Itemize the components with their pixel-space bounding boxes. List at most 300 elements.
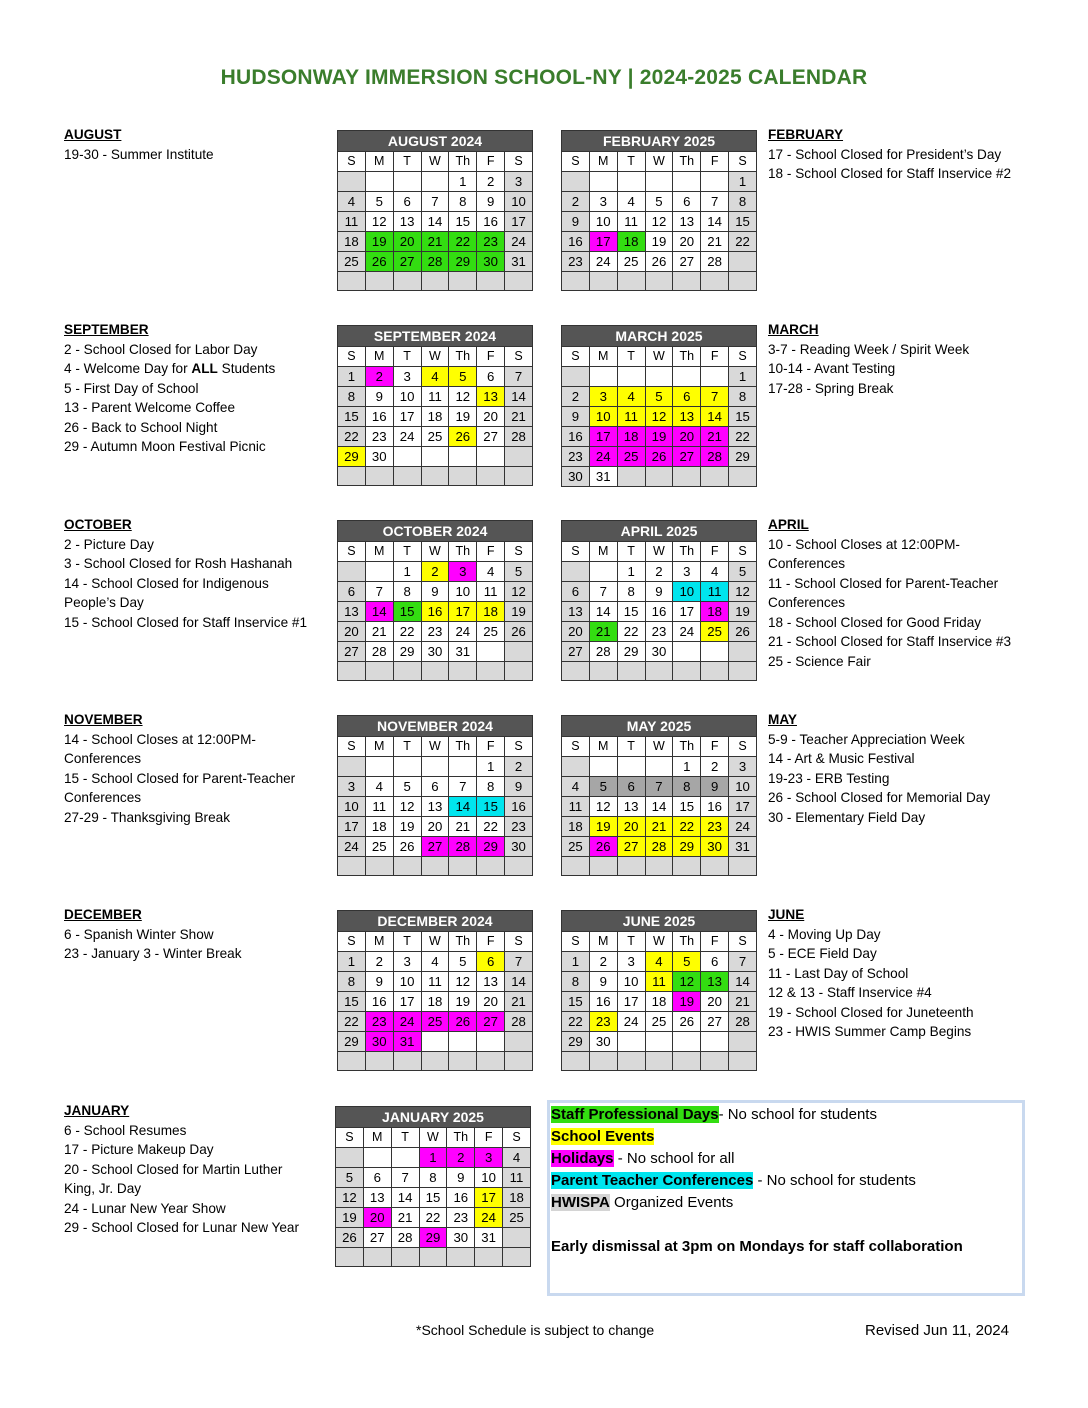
day-cell: 27 xyxy=(393,252,421,272)
day-cell xyxy=(449,1032,477,1052)
day-cell: 23 xyxy=(645,622,673,642)
day-cell: 22 xyxy=(338,427,366,447)
day-cell xyxy=(673,1052,701,1071)
weekday-label: T xyxy=(617,542,645,562)
week-row xyxy=(338,817,533,837)
day-cell: 9 xyxy=(562,407,590,427)
day-cell: 11 xyxy=(421,972,449,992)
day-cell: 14 xyxy=(391,1188,419,1208)
day-cell: 2 xyxy=(562,387,590,407)
day-cell: 4 xyxy=(421,367,449,387)
day-cell: 3 xyxy=(393,952,421,972)
day-cell: 7 xyxy=(421,192,449,212)
day-cell: 13 xyxy=(477,972,505,992)
day-cell: 15 xyxy=(338,992,366,1012)
week-row xyxy=(562,172,757,192)
day-cell: 20 xyxy=(673,427,701,447)
day-cell: 21 xyxy=(365,622,393,642)
week-row xyxy=(562,837,757,857)
week-row xyxy=(562,972,757,992)
notes-line: 2 - School Closed for Labor Day xyxy=(64,341,258,357)
day-cell: 30 xyxy=(421,642,449,662)
day-cell: 19 xyxy=(589,817,617,837)
day-cell: 12 xyxy=(673,972,701,992)
day-cell xyxy=(449,662,477,681)
week-row xyxy=(336,1188,531,1208)
day-cell: 21 xyxy=(645,817,673,837)
day-cell xyxy=(365,857,393,876)
day-cell: 28 xyxy=(645,837,673,857)
day-cell: 20 xyxy=(673,232,701,252)
weekday-label: W xyxy=(645,932,673,952)
notes-line: 18 - School Closed for Staff Inservice #2 xyxy=(768,166,1012,181)
day-cell xyxy=(617,172,645,192)
weekday-label: W xyxy=(645,152,673,172)
day-cell: 4 xyxy=(701,562,729,582)
day-cell: 28 xyxy=(505,427,533,447)
legend-ptc xyxy=(551,1170,1022,1192)
day-cell: 19 xyxy=(645,232,673,252)
day-cell: 20 xyxy=(617,817,645,837)
day-cell xyxy=(477,447,505,467)
month-title: JANUARY 2025 xyxy=(336,1107,531,1128)
legend-holidays-text: - No school for all xyxy=(613,1150,735,1167)
day-cell: 1 xyxy=(673,757,701,777)
notes-line: 26 - School Closed for Memorial Day xyxy=(768,790,991,805)
day-cell: 4 xyxy=(503,1148,531,1168)
page-title: HUDSONWAY IMMERSION SCHOOL-NY | 2024-2025 CALENDAR xyxy=(220,66,868,89)
weekday-label: W xyxy=(421,737,449,757)
day-cell: 3 xyxy=(589,387,617,407)
legend-hwispa-text: Organized Events xyxy=(609,1194,734,1211)
day-cell xyxy=(617,467,645,487)
day-cell: 22 xyxy=(729,427,757,447)
day-cell: 8 xyxy=(338,972,366,992)
day-cell: 19 xyxy=(673,992,701,1012)
day-cell: 18 xyxy=(421,992,449,1012)
weekday-label: S xyxy=(729,737,757,757)
notes-line: 4 - Welcome Day for ALL Students xyxy=(64,361,276,376)
day-cell: 2 xyxy=(589,952,617,972)
week-row xyxy=(562,1012,757,1032)
weekday-label: T xyxy=(617,737,645,757)
day-cell: 7 xyxy=(645,777,673,797)
notes-line: 29 - School Closed for Lunar New Year xyxy=(64,1220,300,1235)
day-cell: 5 xyxy=(449,367,477,387)
weekday-label: M xyxy=(589,932,617,952)
day-cell: 22 xyxy=(393,622,421,642)
day-cell: 16 xyxy=(421,602,449,622)
day-cell: 31 xyxy=(475,1228,503,1248)
day-cell: 6 xyxy=(338,582,366,602)
calendar-june-2025 xyxy=(561,910,757,1080)
day-cell xyxy=(562,562,590,582)
weekday-label: F xyxy=(701,542,729,562)
day-cell xyxy=(449,857,477,876)
day-cell xyxy=(338,857,366,876)
day-cell: 23 xyxy=(365,1012,393,1032)
day-cell: 13 xyxy=(617,797,645,817)
day-cell xyxy=(505,642,533,662)
notes-line: 15 - School Closed for Staff Inservice #1 xyxy=(64,614,308,630)
weekday-label: F xyxy=(477,152,505,172)
weekday-label: F xyxy=(477,347,505,367)
day-cell: 22 xyxy=(449,232,477,252)
day-cell: 25 xyxy=(701,622,729,642)
day-cell xyxy=(419,1248,447,1267)
day-cell: 24 xyxy=(475,1208,503,1228)
calendar-may-2025 xyxy=(561,715,757,885)
weekday-label: Th xyxy=(447,1128,475,1148)
day-cell: 12 xyxy=(729,582,757,602)
day-cell: 27 xyxy=(338,642,366,662)
week-row xyxy=(336,1148,531,1168)
week-row xyxy=(562,232,757,252)
day-cell xyxy=(336,1148,364,1168)
day-cell: 3 xyxy=(617,952,645,972)
day-cell xyxy=(729,252,757,272)
day-cell: 13 xyxy=(421,797,449,817)
day-cell xyxy=(673,642,701,662)
day-cell: 2 xyxy=(505,757,533,777)
day-cell: 23 xyxy=(562,252,590,272)
day-cell: 6 xyxy=(421,777,449,797)
day-cell: 26 xyxy=(336,1228,364,1248)
day-cell: 4 xyxy=(421,952,449,972)
day-cell: 5 xyxy=(589,777,617,797)
day-cell: 6 xyxy=(673,192,701,212)
day-cell: 18 xyxy=(503,1188,531,1208)
day-cell: 1 xyxy=(729,367,757,387)
notes-line: 25 - Science Fair xyxy=(768,653,871,669)
day-cell xyxy=(363,1148,391,1168)
weekday-label: T xyxy=(393,932,421,952)
week-row xyxy=(336,1208,531,1228)
day-cell: 9 xyxy=(365,387,393,407)
day-cell xyxy=(338,272,366,291)
day-cell: 7 xyxy=(505,952,533,972)
day-cell: 19 xyxy=(365,232,393,252)
notes-line: 2 - Picture Day xyxy=(64,536,154,552)
day-cell: 11 xyxy=(617,407,645,427)
day-cell: 2 xyxy=(562,192,590,212)
day-cell: 30 xyxy=(505,837,533,857)
day-cell xyxy=(701,172,729,192)
day-cell: 14 xyxy=(421,212,449,232)
notes-march xyxy=(768,320,1068,398)
day-cell xyxy=(393,662,421,681)
day-cell: 16 xyxy=(365,407,393,427)
day-cell: 30 xyxy=(701,837,729,857)
day-cell: 10 xyxy=(475,1168,503,1188)
day-cell xyxy=(562,857,590,876)
day-cell: 4 xyxy=(365,777,393,797)
day-cell: 22 xyxy=(419,1208,447,1228)
day-cell xyxy=(617,272,645,291)
day-cell: 18 xyxy=(562,817,590,837)
day-cell: 27 xyxy=(477,427,505,447)
day-cell xyxy=(562,272,590,291)
day-cell: 15 xyxy=(393,602,421,622)
notes-september xyxy=(64,320,329,457)
day-cell xyxy=(729,662,757,681)
day-cell: 17 xyxy=(338,817,366,837)
week-row xyxy=(562,387,757,407)
day-cell: 7 xyxy=(449,777,477,797)
day-cell xyxy=(393,172,421,192)
day-cell: 1 xyxy=(419,1148,447,1168)
week-row xyxy=(338,777,533,797)
week-row xyxy=(562,1052,757,1071)
day-cell: 15 xyxy=(449,212,477,232)
day-cell: 28 xyxy=(449,837,477,857)
day-cell: 24 xyxy=(673,622,701,642)
day-cell: 20 xyxy=(477,992,505,1012)
weekday-label: S xyxy=(338,737,366,757)
notes-line: 21 - School Closed for Staff Inservice #3 xyxy=(768,634,1012,649)
notes-line: 5 - First Day of School xyxy=(64,380,199,396)
day-cell: 5 xyxy=(336,1168,364,1188)
day-cell: 25 xyxy=(365,837,393,857)
day-cell: 8 xyxy=(729,192,757,212)
day-cell: 2 xyxy=(447,1148,475,1168)
notes-line: 11 - School Closed for Parent-Teacher xyxy=(768,575,999,591)
day-cell: 2 xyxy=(477,172,505,192)
day-cell: 20 xyxy=(562,622,590,642)
day-cell xyxy=(562,172,590,192)
weekday-label: Th xyxy=(449,737,477,757)
week-row xyxy=(338,622,533,642)
day-cell xyxy=(421,662,449,681)
day-cell: 25 xyxy=(477,622,505,642)
day-cell xyxy=(617,662,645,681)
day-cell xyxy=(589,562,617,582)
legend-school-events xyxy=(551,1126,1022,1148)
day-cell xyxy=(729,467,757,487)
notes-line: People’s Day xyxy=(64,595,144,610)
day-cell: 17 xyxy=(673,602,701,622)
week-row xyxy=(562,757,757,777)
day-cell xyxy=(421,1052,449,1071)
notes-line: 24 - Lunar New Year Show xyxy=(64,1200,226,1216)
day-cell: 6 xyxy=(617,777,645,797)
legend-ptc-text: - No school for students xyxy=(753,1172,916,1189)
week-row xyxy=(562,252,757,272)
day-cell: 29 xyxy=(617,642,645,662)
week-row xyxy=(338,582,533,602)
day-cell: 30 xyxy=(645,642,673,662)
day-cell: 12 xyxy=(336,1188,364,1208)
notes-june xyxy=(768,905,1068,1042)
day-cell: 3 xyxy=(449,562,477,582)
day-cell: 7 xyxy=(701,387,729,407)
day-cell: 6 xyxy=(701,952,729,972)
day-cell xyxy=(589,367,617,387)
day-cell: 29 xyxy=(729,447,757,467)
day-cell: 7 xyxy=(365,582,393,602)
day-cell: 6 xyxy=(673,387,701,407)
week-row xyxy=(562,777,757,797)
week-row xyxy=(338,562,533,582)
day-cell: 27 xyxy=(363,1228,391,1248)
footer-note: *School Schedule is subject to change xyxy=(416,1322,655,1338)
day-cell: 16 xyxy=(505,797,533,817)
week-row xyxy=(562,582,757,602)
weekday-label: F xyxy=(701,152,729,172)
notes-heading: JANUARY xyxy=(64,1103,130,1118)
day-cell: 29 xyxy=(477,837,505,857)
day-cell: 28 xyxy=(391,1228,419,1248)
day-cell: 17 xyxy=(505,212,533,232)
notes-line: 13 - Parent Welcome Coffee xyxy=(64,400,236,415)
legend-hwispa xyxy=(551,1192,1022,1214)
weekday-label: W xyxy=(421,152,449,172)
weekday-label: T xyxy=(393,347,421,367)
day-cell: 21 xyxy=(421,232,449,252)
day-cell: 31 xyxy=(393,1032,421,1052)
week-row xyxy=(338,447,533,467)
day-cell: 26 xyxy=(645,252,673,272)
notes-line: Conferences xyxy=(768,595,846,610)
notes-line: 23 - HWIS Summer Camp Begins xyxy=(768,1024,972,1039)
day-cell: 29 xyxy=(419,1228,447,1248)
day-cell: 4 xyxy=(477,562,505,582)
week-row xyxy=(338,272,533,291)
day-cell: 28 xyxy=(365,642,393,662)
notes-line: Conferences xyxy=(64,790,142,805)
day-cell: 10 xyxy=(673,582,701,602)
legend-staff-swatch: Staff Professional Days xyxy=(551,1106,719,1123)
day-cell: 3 xyxy=(505,172,533,192)
day-cell: 28 xyxy=(701,447,729,467)
day-cell: 4 xyxy=(617,192,645,212)
day-cell: 3 xyxy=(729,757,757,777)
day-cell: 31 xyxy=(505,252,533,272)
day-cell: 1 xyxy=(338,367,366,387)
day-cell: 22 xyxy=(562,1012,590,1032)
day-cell: 7 xyxy=(391,1168,419,1188)
notes-line: 14 - School Closes at 12:00PM- xyxy=(64,731,256,747)
day-cell: 5 xyxy=(729,562,757,582)
day-cell xyxy=(365,662,393,681)
day-cell: 14 xyxy=(645,797,673,817)
day-cell: 1 xyxy=(393,562,421,582)
day-cell: 29 xyxy=(393,642,421,662)
weekday-label: W xyxy=(645,347,673,367)
day-cell: 25 xyxy=(617,447,645,467)
day-cell: 23 xyxy=(701,817,729,837)
day-cell: 30 xyxy=(589,1032,617,1052)
day-cell xyxy=(477,642,505,662)
notes-heading: FEBRUARY xyxy=(768,127,844,142)
month-title: MAY 2025 xyxy=(562,716,757,737)
day-cell: 10 xyxy=(589,212,617,232)
legend-events-swatch: School Events xyxy=(551,1128,655,1145)
day-cell xyxy=(617,757,645,777)
day-cell: 23 xyxy=(477,232,505,252)
weekday-label: F xyxy=(477,737,505,757)
day-cell xyxy=(338,757,366,777)
weekday-label: F xyxy=(701,347,729,367)
day-cell: 9 xyxy=(589,972,617,992)
week-row xyxy=(562,562,757,582)
week-row xyxy=(338,387,533,407)
day-cell: 10 xyxy=(617,972,645,992)
legend-ptc-swatch: Parent Teacher Conferences xyxy=(551,1172,754,1189)
day-cell: 19 xyxy=(449,407,477,427)
day-cell: 21 xyxy=(391,1208,419,1228)
day-cell xyxy=(617,1052,645,1071)
day-cell: 14 xyxy=(729,972,757,992)
day-cell: 27 xyxy=(562,642,590,662)
calendar-september-2024 xyxy=(337,325,533,495)
week-row xyxy=(562,192,757,212)
notes-february xyxy=(768,125,1068,184)
day-cell: 8 xyxy=(449,192,477,212)
day-cell xyxy=(701,642,729,662)
weekday-label: M xyxy=(589,737,617,757)
day-cell: 19 xyxy=(449,992,477,1012)
day-cell: 2 xyxy=(645,562,673,582)
day-cell: 14 xyxy=(701,212,729,232)
weekday-label: W xyxy=(645,737,673,757)
week-row xyxy=(338,972,533,992)
month-title: AUGUST 2024 xyxy=(338,131,533,152)
weekday-label: M xyxy=(589,542,617,562)
calendar-december-2024 xyxy=(337,910,533,1080)
day-cell xyxy=(589,662,617,681)
weekday-label: M xyxy=(365,542,393,562)
notes-april xyxy=(768,515,1068,671)
day-cell: 18 xyxy=(617,232,645,252)
day-cell: 24 xyxy=(449,622,477,642)
notes-line: 29 - Autumn Moon Festival Picnic xyxy=(64,439,266,454)
weekday-label: M xyxy=(589,152,617,172)
day-cell xyxy=(449,1052,477,1071)
notes-august xyxy=(64,125,329,164)
day-cell xyxy=(338,662,366,681)
notes-heading: AUGUST xyxy=(64,127,122,142)
weekday-label: S xyxy=(562,542,590,562)
day-cell: 12 xyxy=(645,212,673,232)
day-cell xyxy=(645,172,673,192)
weekday-label: S xyxy=(505,932,533,952)
day-cell: 7 xyxy=(589,582,617,602)
day-cell xyxy=(589,857,617,876)
day-cell: 2 xyxy=(701,757,729,777)
weekday-label: M xyxy=(365,347,393,367)
day-cell: 16 xyxy=(447,1188,475,1208)
day-cell: 9 xyxy=(505,777,533,797)
day-cell: 11 xyxy=(503,1168,531,1188)
day-cell: 13 xyxy=(673,407,701,427)
notes-line: 11 - Last Day of School xyxy=(768,965,909,981)
weekday-label: S xyxy=(562,152,590,172)
day-cell xyxy=(393,857,421,876)
day-cell: 16 xyxy=(562,427,590,447)
day-cell: 17 xyxy=(589,427,617,447)
week-row xyxy=(338,252,533,272)
legend-staff-days xyxy=(551,1104,1022,1126)
week-row xyxy=(562,662,757,681)
day-cell xyxy=(645,1032,673,1052)
weekday-label: S xyxy=(729,152,757,172)
day-cell: 12 xyxy=(645,407,673,427)
day-cell: 1 xyxy=(617,562,645,582)
weekday-label: S xyxy=(505,347,533,367)
day-cell: 11 xyxy=(645,972,673,992)
day-cell xyxy=(589,172,617,192)
